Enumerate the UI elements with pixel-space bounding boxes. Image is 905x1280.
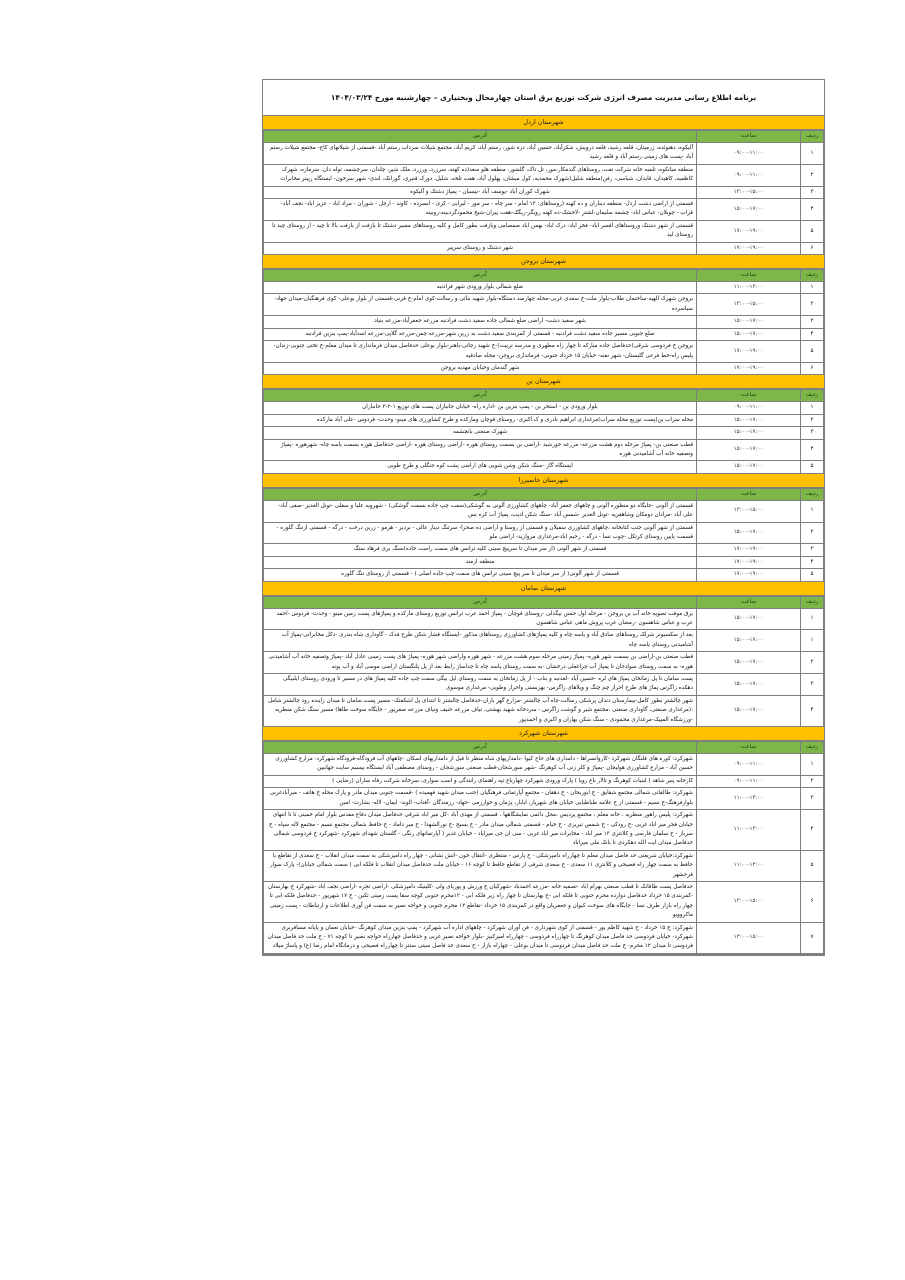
outage-address: شهرکرد: پلیس راهور منظریه ، خانه معلم ، مجتمع پردیس ،محل دائمی نمایشگاهها ، قسمتی از مهدی آباد -کل میر اباد شرقی حدفاصل میدان دفاع مقدس بلوار امام خمینی تا تا انتهای خیابان فجر میر اباد غربی -خ رودکی - خ شمس تبریزی - خ خیام - قسمتی شمالی میدان مادر - خ بسیج -خ نورالشهدا - خ میر داماد - خ حافظ شمالی مجتمع نسیم - مجتمع لاله سپاه - خ سرباز - خ سلمان فارسی و کلانتری ۱۳ میر اباد - مخابرات میر اباد غربی - سی ان جی میراباد - خیابان غدیر ( آپارتمانهای رنگی - گلستان شهدای شهرکرد -شهرکرد خ فردوسی شمالی حدفاصل میدان ایت الله دهکردی تا بانک ملی میراباد [264, 810, 697, 851]
table-row [264, 341, 824, 363]
outage-table [263, 269, 824, 375]
outage-table [263, 741, 824, 955]
table-row [264, 414, 824, 426]
outage-time: ۱۵:۰۰-۱۷:۰۰ [697, 630, 801, 652]
table-row [264, 500, 824, 522]
outage-address: برق موقت تصویه خانه آب بن بروجن - مرحله اول حسن بیگدلی -روستای قوچان - پمپاژ احمد عرب ترانس توزیع روستای مارکده و پمپاژهای پست زمین مینو - وحدت- فردوس -احمد عرب و عباس شاهسون -رمضان عرب پروش ماهی عباس شاهسون [264, 608, 697, 630]
row-index: ۲ [801, 522, 824, 544]
county-section [263, 375, 824, 473]
table-row [264, 674, 824, 696]
outage-time: ۱۵:۰۰-۱۷:۰۰ [697, 414, 801, 426]
column-header-index: ردیف [801, 596, 824, 608]
outage-address: قطب صنعتی بن- پمپاژ مرحله دوم هشت مزرعه- مزرعه خورشید -اراضی بن بسمت روستای هوره -اراضی روستای هوره -اراضی حدفاصل هوره بسمت یاسه چاه- شهرهوره -پمپاژ وتصفیه خانه آب آشامیدنی هوره [264, 439, 697, 461]
outage-time: ۰۹:۰۰-۱۱:۰۰ [697, 164, 801, 186]
county-header: شهرستان بروجن [263, 255, 824, 269]
column-header-index: ردیف [801, 742, 824, 754]
column-header-address: آدرس [264, 270, 697, 282]
table-row [264, 242, 824, 254]
table-row [264, 282, 824, 294]
table-header-row [264, 742, 824, 754]
column-header-index: ردیف [801, 270, 824, 282]
outage-time: ۱۵:۰۰-۱۷:۰۰ [697, 199, 801, 221]
outage-address: محله سراب بن(پست توزیع محله سراب)مرغداری ابراهیم نادری و ک.اکبری- روستای قوچان ومارکده و طرح کشاورزی های مینو- وحدت- فردوس -علی آباد مارکده [264, 414, 697, 426]
table-row [264, 362, 824, 374]
outage-time: ۰۹:۰۰-۱۱:۰۰ [697, 143, 801, 165]
outage-time: ۱۵:۰۰-۱۷:۰۰ [697, 674, 801, 696]
table-row [264, 544, 824, 556]
table-row [264, 630, 824, 652]
outage-address: منطقه ارمند [264, 556, 697, 568]
outage-time: ۱۷:۰۰-۱۹:۰۰ [697, 220, 801, 242]
row-index: ۴ [801, 695, 824, 726]
outage-address: آلیکوه، دهنوئده، زرمیتان، قلعه رشید، قلعه درویش، شکرآباد، حسین آباد، دره شور، رستم آباد، کریم آباد، مجتمع شیلات سرداب رستم آباد -قسمتی از شیلاتهای کاج- مجتمع شیلات رستم آباد -پست های زمینی رستم آباد و قلعه رشید [264, 143, 697, 165]
outage-address: پست سامان تا پل زمانخان پمپاژ های لره -حسین آباد -لغدنبه و بناب - از پل زمانخان به سمت روستای ایل بیگی سمت چپ جاده کلیه پمپاژ های در مسیر تا ورودی روستای ایلبیگی دهکده زاگرس پماژ های طرح احراز چم چنگ و ویلاهای زاگرس- بهزیستی واحرار وطوبی- مرغداری موسوی [264, 674, 697, 696]
counties-container [263, 116, 824, 955]
table-row [264, 316, 824, 328]
outage-address: شهرک کوران آباد -یوسف آباد -نیسیان - پمپاژ دشتک و آلیکوه [264, 186, 697, 198]
column-header-time: ساعت [697, 390, 801, 402]
outage-address: شهرک صنعتی بانچشمه [264, 427, 697, 439]
table-header-row [264, 390, 824, 402]
column-header-time: ساعت [697, 131, 801, 143]
row-index: ۱ [801, 282, 824, 294]
outage-time: ۱۱:۰۰-۱۳:۰۰ [697, 788, 801, 810]
outage-time: ۱۵:۰۰-۱۷:۰۰ [697, 652, 801, 674]
column-header-time: ساعت [697, 270, 801, 282]
table-row [264, 143, 824, 165]
outage-address: شهر سفید دشت- اراضی ضلع شمالی جاده سفید دشت فرادنبه مزرعه جعفرآباد-مزرعه بنیاد [264, 316, 697, 328]
row-index: ۵ [801, 850, 824, 881]
row-index: ۴ [801, 199, 824, 221]
row-index: ۶ [801, 362, 824, 374]
outage-time: ۱۵:۰۰-۱۷:۰۰ [697, 427, 801, 439]
outage-address: شهر گندمان وخیابان مهدیه بروجن [264, 362, 697, 374]
outage-time: ۱۳:۰۰-۱۵:۰۰ [697, 500, 801, 522]
row-index: ۴ [801, 439, 824, 461]
table-row [264, 186, 824, 198]
outage-address: قسمتی از آلونی -جایگاه دو منظوره آلونی و چاههای جعفر آباد- چاههای کشاورزی آلونی به گوشکی(سمت چپ جاده بسمت گوشکی) - شهرویه علیا و سفلی -تونل الغدیر -صفی آباد- علی آباد -مرادان دومکان وشاهقریه -تونل الغدیر -شمس آباد -سنگ شکن ادیب، پمپاژ آب کره بس [264, 500, 697, 522]
outage-time: ۰۹:۰۰-۱۱:۰۰ [697, 754, 801, 776]
outage-time: ۰۹:۰۰-۱۱:۰۰ [697, 775, 801, 787]
outage-time: ۱۷:۰۰-۱۹:۰۰ [697, 556, 801, 568]
outage-time: ۱۵:۰۰-۱۷:۰۰ [697, 608, 801, 630]
table-row [264, 522, 824, 544]
row-index: ۱ [801, 500, 824, 522]
outage-time: ۱۳:۰۰-۱۵:۰۰ [697, 186, 801, 198]
outage-address: قسمتی از شهر آلونی جنب کتابخانه ،چاههای کشاورزی سفیلان و قسمتی از روستا و اراضی ده صحرا- سرتنگ دینار عالی - بردیر - هرمو - زرین درخت - درگه - قسمتی ازتنگ گلوره - قسمت پایین روستای کرتکل -چوب نسا - درگه - رحیم اباد-مرغداری مروارید- اراضی ملو [264, 522, 697, 544]
outage-address: ایستگاه گاز -سنگ شکن وشن شویی های اراضی پشت کوه جنگلی و طرح طوبی [264, 461, 697, 473]
row-index: ۴ [801, 556, 824, 568]
county-section [263, 116, 824, 255]
table-row [264, 427, 824, 439]
column-header-index: ردیف [801, 131, 824, 143]
county-section [263, 474, 824, 582]
outage-time: ۱۵:۰۰-۱۷:۰۰ [697, 316, 801, 328]
row-index: ۲ [801, 775, 824, 787]
table-row [264, 461, 824, 473]
outage-address: حدفاصل پست طاقانک تا قطب صنعتی بهرام اباد -تصفیه خانه -مزرعه احمدباد -شهرکیان خ ورزش و پوریای ولی -کلینیک دامپزشکی -اراضی تجره -اراضی نجف اباد -شهرکرد خ بهارستان -کمربندی ۱۵ خرداد حدفاصل دوازده محرم جنوبی تا فلکه ابی -خ بهارستان تا چهار راه زیر فلکه ابی - ۱۲محرم جنوبی کوچه سقا پست زمینی تکین - خ ۱۷ شهریور - حدفاصل فلکه ابی تا چهار راه بازار طرف نسا - جایگاه های سوخت کیوان و جعفریان واقع در کمربندی ۱۵ خرداد -تقاطع ۱۲ محرم جنوبی و خواجه نصیر به سمت فن آوری اطلاعات و ارتباطات - پست زمینی ماکروویو [264, 881, 697, 922]
county-header: شهرستان بن [263, 375, 824, 389]
table-header-row [264, 596, 824, 608]
table-row [264, 922, 824, 954]
row-index: ۱ [801, 754, 824, 776]
row-index: ۶ [801, 881, 824, 922]
outage-address: شهرکرد:خیابان شریعتی حد فاصل میدان معلم تا چهارراه دامپزشکی - خ پارس - منتظری -انتقال خون -اتش نشانی - چهار راه دامپزشکی به سمت میدان انقلاب - خ سعدی از تقاطع با حافظ به سمت چهار راه فصیحی و کلانتری ۱۱ سعدی - خ سعدی شرقی از تقاطع حافظ تا کوچه ۱۶ - خیابان ملت حدفاصل میدان انقلاب تا فلکه ابی ( سمت شمالی خیابان)- پارک سوار فرحشهر [264, 850, 697, 881]
row-index: ۵ [801, 461, 824, 473]
table-header-row [264, 488, 824, 500]
column-header-index: ردیف [801, 488, 824, 500]
county-header: شهرستان اردل [263, 116, 824, 130]
outage-address: کارخانه پنیر شاهد ( لبنیات کوهرنگ و تالار باغ رویا ) پارک ورودی شهرکرد چهارباغ تپه راهنمای رانندگی و اسب سواری، سرخانه شرکت رفاه ساران (رضایی ) [264, 775, 697, 787]
outage-time: ۱۵:۰۰-۱۷:۰۰ [697, 439, 801, 461]
table-row [264, 810, 824, 851]
outage-time: ۰۹:۰۰-۱۱:۰۰ [697, 402, 801, 414]
outage-time: ۱۷:۰۰-۱۹:۰۰ [697, 362, 801, 374]
table-row [264, 402, 824, 414]
outage-time: ۱۵:۰۰-۱۷:۰۰ [697, 461, 801, 473]
row-index: ۳ [801, 186, 824, 198]
outage-time: ۱۳:۰۰-۱۵:۰۰ [697, 922, 801, 954]
outage-time: ۱۱:۰۰-۱۳:۰۰ [697, 850, 801, 881]
row-index: ۷ [801, 922, 824, 954]
document-title: برنامه اطلاع رسانی مدیریت مصرف انرژی شرکت توزیع برق استان چهارمحال وبختیاری – چهارشنبه مورخ ۱۴۰۴/۰۳/۲۴ [263, 80, 824, 116]
outage-address: قطب صنعتی بن-اراضی بن بسمت شهر هوره- پمپاژ زمینی مرحله سوم هشت مزرعه - شهر هوره واراضی شهر هوره- پمپاژ های پست زمینی عادل آباد -پمپاژ وتصفیه خانه آب آشامیدنی هوره- به سمت روستای سوادجان تا پمپاژ آب چراغعلی درخشان -به سمت روستای یاسه چاه تا جداساز رابط بعد از پل پلنگستان اراضی موسی آباد و آب پونه [264, 652, 697, 674]
row-index: ۳ [801, 544, 824, 556]
row-index: ۶ [801, 242, 824, 254]
row-index: ۴ [801, 328, 824, 340]
outage-table [263, 596, 824, 727]
outage-time: ۱۷:۰۰-۱۹:۰۰ [697, 242, 801, 254]
outage-table [263, 389, 824, 473]
table-row [264, 775, 824, 787]
outage-address: منطقه میانکوه، تلمبه خانه شرکت نفت، روستاهای گندمکار،مور، تل تاک، گلشور، منطقه هلو سعد(ده کهنه، سرزرد، ورزرد، ملک شیر، چلدان، سرچشمه، توله دان، سرمازه، شهرک کاظمیه، کاهیدان، قایدان، شیاسی، رفن)منطقه شلیل(شهرک محمدیه، کول میشان، پهلول آباد، هفت تلخه، شلیل، دورک قنبری، گورانک، لندی- شهر سرخون- ایستگاه رپیتر مخابرات [264, 164, 697, 186]
row-index: ۱ [801, 402, 824, 414]
row-index: ۱ [801, 630, 824, 652]
county-section [263, 255, 824, 375]
outage-table [263, 488, 824, 582]
column-header-index: ردیف [801, 390, 824, 402]
outage-address: ضلع جنوبی مسیر جاده سفید دشت فرادنبه - قسمتی از کمربندی سفید دشت به زرین شهر-مزرعه چمن-مزرعه گلاپی-مزرعه اسدآباد-پمپ بنزین فرادنبه [264, 328, 697, 340]
outage-address: شهر دشتک و روستای سرپیر [264, 242, 697, 254]
table-row [264, 556, 824, 568]
schedule-document [262, 79, 825, 956]
column-header-address: آدرس [264, 131, 697, 143]
table-row [264, 652, 824, 674]
table-row [264, 199, 824, 221]
county-section [263, 727, 824, 955]
table-row [264, 569, 824, 581]
outage-address: شهرکرد: کوره های قلنگان شهرکرد -کاروانسراها - دامداری های حاج کیوا -دامداریهای شاه منظر تا قبل از دامداریهای اسکان -چاههای آب فرودگاه-فرودگاه شهرکرد- مزارع کشاورزی حسین آباد - مزارع کشاورزی هولیجان -پمپاژ و کلر زنی آب کوهرنگ -شهر سورشجان-قطب صنعتی سورشجان - روستای مصطفی آباد ایستگاه بیسیم سایت جهانبین [264, 754, 697, 776]
outage-address: بروجن شهرک الهیه-ساختمان طلاب-بلوار ملت-خ سعدی غربی-محله چهارصد دستگاه-بلوار شهید بنائی و رسالت-کوی امام-خ قرنی-قسمتی از بلوار بوعلی- کوی فرهنگیان-میدان جهاد- سیاسرده [264, 294, 697, 316]
outage-address: بعد از سکسیونر شرلک روستاهای صادق آباد و یاسه چاه و کلیه پمپاژهای کشاورزی روستاهای مذکور -ایستگاه فشار شکن طرح فدک - گاوداری شاه بندری -دکل مخابراتی-پمپاژ آب آشامیدنی روستای یاسه چاه [264, 630, 697, 652]
outage-time: ۱۵:۰۰-۱۷:۰۰ [697, 328, 801, 340]
row-index: ۲ [801, 164, 824, 186]
row-index: ۳ [801, 316, 824, 328]
table-row [264, 881, 824, 922]
outage-table [263, 130, 824, 255]
outage-address: ضلع شمالی بلوار ورودی شهر فرادنبه [264, 282, 697, 294]
row-index: ۲ [801, 294, 824, 316]
column-header-time: ساعت [697, 742, 801, 754]
outage-time: ۱۷:۰۰-۱۹:۰۰ [697, 569, 801, 581]
outage-time: ۱۱:۰۰-۱۳:۰۰ [697, 810, 801, 851]
outage-time: ۱۳:۰۰-۱۵:۰۰ [697, 881, 801, 922]
column-header-time: ساعت [697, 596, 801, 608]
county-header: شهرستان خانمیرزا [263, 474, 824, 488]
county-header: شهرستان سامان [263, 582, 824, 596]
table-row [264, 439, 824, 461]
table-row [264, 754, 824, 776]
table-header-row [264, 131, 824, 143]
outage-address: بلوار ورودی بن - استخر بن - پمپ بنزین بن -اداره راه- خیابان جانبازان پست های توزیع ۱-۲-۳ جانبازان [264, 402, 697, 414]
outage-time: ۱۱:۰۰-۱۳:۰۰ [697, 282, 801, 294]
table-row [264, 164, 824, 186]
outage-time: ۱۵:۰۰-۱۷:۰۰ [697, 695, 801, 726]
table-header-row [264, 270, 824, 282]
table-row [264, 294, 824, 316]
county-section [263, 582, 824, 727]
row-index: ۵ [801, 569, 824, 581]
outage-time: ۱۷:۰۰-۱۹:۰۰ [697, 341, 801, 363]
row-index: ۳ [801, 788, 824, 810]
table-row [264, 850, 824, 881]
outage-address: شهرکرد: طالقانی شمالی مجتمع شقایق - خ ابوریحان - خ دهقان - مجتمع آپارتمانی فرهنگیان (جنب میدان شهید فهمیده ) -قسمت جنوبی میدان مادر و پارک محله خ هاتف - میرآبادغربی بلوارفرهنگ-خ نسیم - قسمتی از خ علامه طباطبایی خیابان های شهریار، ابابار، پژمان و خوارزمی -جهاد- رزمندگان -آفتاب- الوند- ایمان- لاله- بشارت- امین [264, 788, 697, 810]
row-index: ۲ [801, 652, 824, 674]
outage-time: ۱۵:۰۰-۱۷:۰۰ [697, 522, 801, 544]
row-index: ۱ [801, 608, 824, 630]
table-row [264, 608, 824, 630]
row-index: ۱ [801, 143, 824, 165]
table-row [264, 695, 824, 726]
outage-address: قسمتی از شهر آلونی( از سر میدان تا سر پیچ سینی ترانس های سمت چپ جاده اصلی ) - قسمتی از روستای تنگ گلوره [264, 569, 697, 581]
outage-address: شهرکرد: خ ۱۵ خرداد - خ شهید کاظم پور - قسمتی از کوی شهرداری - فن آوران شهرکرد - چاههای اداره آب شهرکرد - پمپ بنزین میدان کوهرنگ -خیابان نعمان و پایانه مسافربری شهرکرد- خیابان فردوسی حد فاصل میدان کوهرنگ تا چهارراه فردوسی - چهارراه امیرکبیر -بلوار خواجه نصیر غربی و حدفاصل چهارراه خواجه نصیر تا کوچه ۷۱ - خ ملت حد فاصل میدان فردوسی تا میدان ۱۲ محرم- خ ملت حد فاصل میدان فردوسی تا میدان بوعلی - چهاراه بازار - خ سعدی حد فاصل سیتی سنتر تا چهارراه فصیحی و درمانگاه امام رضا (ع) و پاساژ میلاد [264, 922, 697, 954]
outage-time: ۱۳:۰۰-۱۵:۰۰ [697, 294, 801, 316]
outage-time: ۱۷:۰۰-۱۹:۰۰ [697, 544, 801, 556]
row-index: ۴ [801, 810, 824, 851]
row-index: ۳ [801, 674, 824, 696]
table-row [264, 220, 824, 242]
column-header-address: آدرس [264, 488, 697, 500]
column-header-address: آدرس [264, 596, 697, 608]
table-row [264, 788, 824, 810]
column-header-time: ساعت [697, 488, 801, 500]
outage-address: شهر چالشتر بطور کامل-بیمارستان دندان پزشکی رسالت-چاه آب چالشتر -مزارع گهر باران-حدفاصل چالشتر تا ابتدای پل اشکفتک- مسیر پست سامان تا میدان زاینده رود چالشتر شامل :(مرغداری صنعتی، گاوداری صنعتی ،مجتمع شیر و گوشت زاگرس - سردخانه شهید بهشتی، تیاف مزرعه حنیف وتیاف مزرعه صفرپور - جایگاه سوخت طاها) مسیر سنگ شکن منظریه -ورزشگاه المپیک-مرغداری محمودی - سنگ شکن بهاران و اکبری و احمدپور [264, 695, 697, 726]
column-header-address: آدرس [264, 742, 697, 754]
row-index: ۳ [801, 427, 824, 439]
row-index: ۵ [801, 220, 824, 242]
county-header: شهرستان شهرکرد [263, 727, 824, 741]
outage-address: بروجن خ فردوسی شرقی(حدفاصل جاده مبارکه تا چهار راه مطهری و مدرسه تربیت)-خ شهید رجائی-باهنر-بلوار بوعلی حدفاصل میدان فرمانداری تا میدان معلم-خ تختی جنوبی-زندان-پلیس راه-خط فرعی گلبستان- شهر نقنه- خیابان ۱۵ خرداد جنوبی- فرمانداری بروجن- محله صادقیه [264, 341, 697, 363]
outage-address: قسمتی از شهر دشتک وروستاهای افسر اباد- فخر اباد- درک اباد- بهمن اباد صمصامی وبازفت بطور کامل و کلیه روستاهای مسیر دشتک تا بازفت از بازفت بالا تا چید - از روستای چید تا روستای لید [264, 220, 697, 242]
column-header-address: آدرس [264, 390, 697, 402]
table-row [264, 328, 824, 340]
outage-address: قسمتی از اراضی دشت اردل- منطقه دیناران و ده کهنه (روستاهای: ۱۲ امام - سر چاه - سر مور - لیرابی - کری - ابسرده - کاوند - ارجل - شوران - مراد اباد - عزیز اباد- نجف آباد- قراب - چوبلان- عباس اباد- چشمه سلیمان-لشتر -لاخشک-ده کهنه رویگر-ریگک-هفت پیران-شیخ محمودگردبینه-روبینه [264, 199, 697, 221]
outage-address: قسمتی از شهر آلونی (از سر میدان تا سرپیچ سینی کلیه ترانس های سمت راست جاده)سنگ بری فرهاد سنگ [264, 544, 697, 556]
row-index: ۲ [801, 414, 824, 426]
row-index: ۵ [801, 341, 824, 363]
